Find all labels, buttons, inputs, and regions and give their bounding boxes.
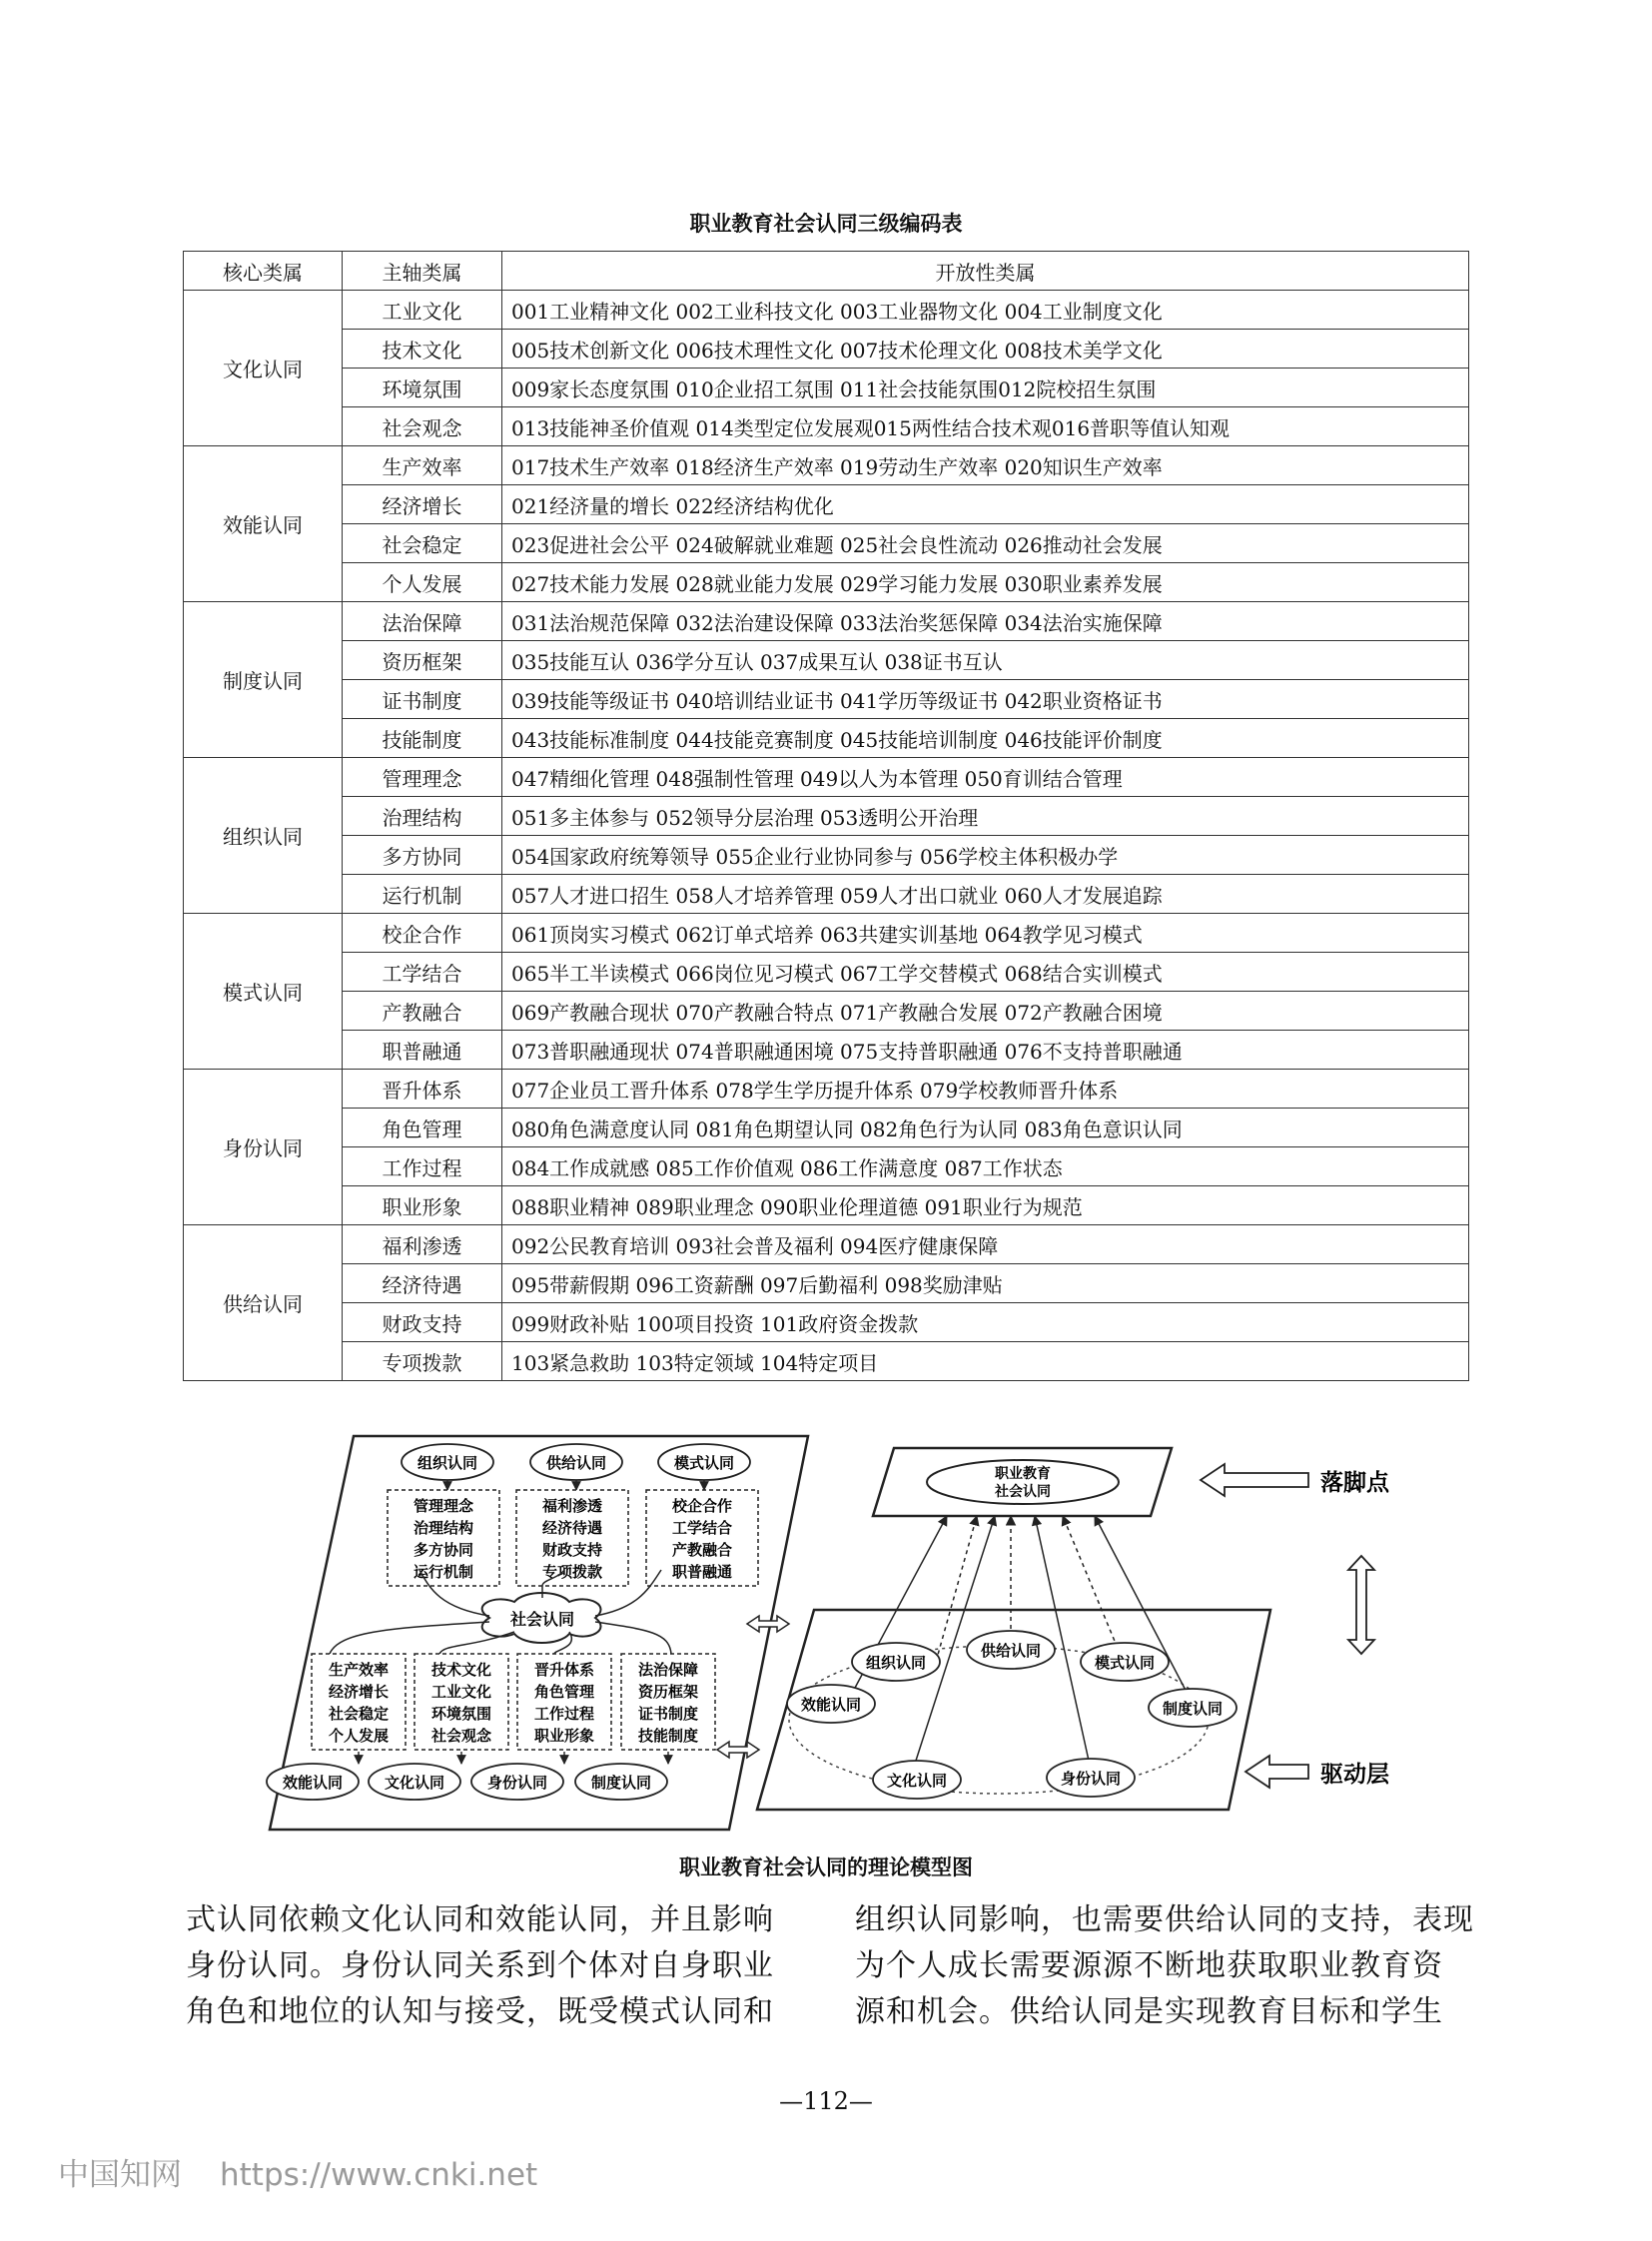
body-line: 式认同依赖文化认同和效能认同，并且影响 xyxy=(186,1902,774,1937)
open-category-cell: 039技能等级证书 040培训结业证书 041学历等级证书 042职业资格证书 xyxy=(502,680,1469,719)
table-row xyxy=(184,719,1469,758)
label-foothold: 落脚点 xyxy=(1320,1470,1389,1496)
axial-category-cell: 个人发展 xyxy=(343,563,502,602)
open-category-cell: 065半工半读模式 066岗位见习模式 067工学交替模式 068结合实训模式 xyxy=(502,953,1469,992)
top-dashed-box-item: 工学结合 xyxy=(671,1519,733,1537)
open-category-cell: 084工作成就感 085工作价值观 086工作满意度 087工作状态 xyxy=(502,1147,1469,1186)
core-category-cell: 文化认同 xyxy=(184,291,343,446)
bottom-dashed-box-item: 生产效率 xyxy=(328,1661,390,1679)
core-category-cell: 组织认同 xyxy=(184,758,343,914)
top-oval-label: 组织认同 xyxy=(416,1454,478,1472)
axial-category-cell: 专项拨款 xyxy=(343,1342,502,1381)
axial-category-cell: 证书制度 xyxy=(343,680,502,719)
axial-category-cell: 社会观念 xyxy=(343,407,502,446)
body-line: 角色和地位的认知与接受，既受模式认同和 xyxy=(186,1994,774,2029)
table-row xyxy=(184,1225,1469,1264)
open-category-cell: 069产教融合现状 070产教融合特点 071产教融合发展 072产教融合困境 xyxy=(502,992,1469,1031)
open-category-cell: 080角色满意度认同 081角色期望认同 082角色行为认同 083角色意识认同 xyxy=(502,1109,1469,1147)
bottom-dashed-box-item: 技能制度 xyxy=(637,1727,699,1745)
ring-node-organization: 组织认同 xyxy=(865,1654,927,1672)
table-row xyxy=(184,641,1469,680)
top-oval-label: 供给认同 xyxy=(545,1454,607,1472)
table-row xyxy=(184,992,1469,1031)
axial-category-cell: 经济增长 xyxy=(343,485,502,524)
table-row xyxy=(184,1070,1469,1109)
axial-category-cell: 工作过程 xyxy=(343,1147,502,1186)
bottom-dashed-box-item: 角色管理 xyxy=(533,1683,595,1701)
open-category-cell: 013技能神圣价值观 014类型定位发展观015两性结合技术观016普职等值认知观 xyxy=(502,407,1469,446)
top-oval-label: 模式认同 xyxy=(673,1454,735,1472)
bottom-dashed-box-item: 社会观念 xyxy=(430,1727,492,1745)
table-row xyxy=(184,758,1469,797)
axial-category-cell: 资历框架 xyxy=(343,641,502,680)
bottom-dashed-box-item: 工业文化 xyxy=(430,1683,492,1701)
axial-category-cell: 经济待遇 xyxy=(343,1264,502,1303)
cnki-watermark xyxy=(58,2149,537,2194)
table-row xyxy=(184,1109,1469,1147)
open-category-cell: 031法治规范保障 032法治建设保障 033法治奖惩保障 034法治实施保障 xyxy=(502,602,1469,641)
core-category-cell: 身份认同 xyxy=(184,1070,343,1225)
ring-nodes xyxy=(787,1631,1237,1799)
open-category-cell: 054国家政府统筹领导 055企业行业协同参与 056学校主体积极办学 xyxy=(502,836,1469,875)
open-category-cell: 035技能互认 036学分互认 037成果互认 038证书互认 xyxy=(502,641,1469,680)
bottom-dashed-box-item: 经济增长 xyxy=(328,1683,390,1701)
bottom-oval-label: 文化认同 xyxy=(384,1774,445,1792)
ring-node-culture: 文化认同 xyxy=(886,1772,948,1790)
open-category-cell: 017技术生产效率 018经济生产效率 019劳动生产效率 020知识生产效率 xyxy=(502,446,1469,485)
top-dashed-box-item: 管理理念 xyxy=(413,1497,474,1515)
open-category-cell: 051多主体参与 052领导分层治理 053透明公开治理 xyxy=(502,797,1469,836)
bottom-dashed-box-item: 职业形象 xyxy=(533,1727,595,1745)
table-row xyxy=(184,330,1469,369)
watermark-url: https://www.cnki.net xyxy=(220,2157,538,2193)
top-dashed-box-item: 治理结构 xyxy=(413,1519,474,1537)
open-category-cell: 077企业员工晋升体系 078学生学历提升体系 079学校教师晋升体系 xyxy=(502,1070,1469,1109)
watermark-name: 中国知网 xyxy=(58,2157,182,2193)
axial-category-cell: 财政支持 xyxy=(343,1303,502,1342)
body-line: 源和机会。供给认同是实现教育目标和学生 xyxy=(855,1994,1443,2029)
bottom-dashed-box-item: 法治保障 xyxy=(637,1661,699,1679)
open-category-cell: 073普职融通现状 074普职融通困境 075支持普职融通 076不支持普职融通 xyxy=(502,1031,1469,1070)
left-top-boxes xyxy=(388,1480,758,1586)
open-category-cell: 005技术创新文化 006技术理性文化 007技术伦理文化 008技术美学文化 xyxy=(502,330,1469,369)
top-dashed-box-item: 多方协同 xyxy=(413,1541,474,1559)
open-category-cell: 027技术能力发展 028就业能力发展 029学习能力发展 030职业素养发展 xyxy=(502,563,1469,602)
bottom-dashed-box-item: 证书制度 xyxy=(637,1705,699,1723)
axial-category-cell: 技术文化 xyxy=(343,330,502,369)
axial-category-cell: 职业形象 xyxy=(343,1186,502,1225)
axial-category-cell: 工学结合 xyxy=(343,953,502,992)
table-title: 职业教育社会认同三级编码表 xyxy=(689,212,963,236)
table-row xyxy=(184,485,1469,524)
top-dashed-box-item: 经济待遇 xyxy=(541,1519,603,1537)
bottom-dashed-box-item: 环境氛围 xyxy=(430,1705,492,1723)
open-category-cell: 001工业精神文化 002工业科技文化 003工业器物文化 004工业制度文化 xyxy=(502,291,1469,330)
open-category-cell: 092公民教育培训 093社会普及福利 094医疗健康保障 xyxy=(502,1225,1469,1264)
table-row xyxy=(184,680,1469,719)
body-line: 为个人成长需要源源不断地获取职业教育资 xyxy=(855,1948,1443,1983)
table-row xyxy=(184,407,1469,446)
left-bottom-boxes xyxy=(312,1654,715,1764)
open-category-cell: 047精细化管理 048强制性管理 049以人为本管理 050育训结合管理 xyxy=(502,758,1469,797)
table-row xyxy=(184,914,1469,953)
table-row xyxy=(184,563,1469,602)
body-line: 身份认同。身份认同关系到个体对自身职业 xyxy=(186,1948,774,1983)
bottom-oval-label: 制度认同 xyxy=(590,1774,652,1792)
table-row xyxy=(184,836,1469,875)
header-open-category: 开放性类属 xyxy=(502,252,1469,291)
axial-category-cell: 管理理念 xyxy=(343,758,502,797)
table-row xyxy=(184,1342,1469,1381)
open-category-cell: 103紧急救助 103特定领域 104特定项目 xyxy=(502,1342,1469,1381)
table-row xyxy=(184,1303,1469,1342)
axial-category-cell: 法治保障 xyxy=(343,602,502,641)
header-axial-category: 主轴类属 xyxy=(343,252,502,291)
ring-node-mode: 模式认同 xyxy=(1094,1654,1156,1672)
top-dashed-box-item: 福利渗透 xyxy=(541,1497,603,1515)
ring-node-identity: 身份认同 xyxy=(1060,1770,1122,1788)
body-line: 组织认同影响，也需要供给认同的支持，表现 xyxy=(855,1902,1474,1937)
core-category-cell: 制度认同 xyxy=(184,602,343,758)
center-node-label: 社会认同 xyxy=(509,1610,575,1629)
figure-caption: 职业教育社会认同的理论模型图 xyxy=(679,1856,973,1879)
page-number: —112— xyxy=(779,2087,873,2115)
open-category-cell: 057人才进口招生 058人才培养管理 059人才出口就业 060人才发展追踪 xyxy=(502,875,1469,914)
open-category-cell: 043技能标准制度 044技能竞赛制度 045技能培训制度 046技能评价制度 xyxy=(502,719,1469,758)
body-text-right-column xyxy=(855,1897,1474,2035)
axial-category-cell: 晋升体系 xyxy=(343,1070,502,1109)
axial-category-cell: 社会稳定 xyxy=(343,524,502,563)
vocational-node-line-2: 社会认同 xyxy=(995,1484,1051,1500)
axial-category-cell: 环境氛围 xyxy=(343,369,502,407)
left-arrow-icon xyxy=(1245,1756,1308,1788)
ring-node-system: 制度认同 xyxy=(1162,1700,1224,1718)
top-dashed-box-item: 专项拨款 xyxy=(541,1563,603,1581)
vocational-node-line-1: 职业教育 xyxy=(995,1466,1051,1482)
open-category-cell: 009家长态度氛围 010企业招工氛围 011社会技能氛围012院校招生氛围 xyxy=(502,369,1469,407)
table-header-row xyxy=(184,252,1469,291)
core-category-cell: 模式认同 xyxy=(184,914,343,1070)
axial-category-cell: 福利渗透 xyxy=(343,1225,502,1264)
table-body xyxy=(184,291,1469,1381)
top-dashed-box-item: 财政支持 xyxy=(541,1541,603,1559)
axial-category-cell: 多方协同 xyxy=(343,836,502,875)
table-row xyxy=(184,953,1469,992)
ring-node-efficacy: 效能认同 xyxy=(800,1696,862,1714)
label-driving-layer: 驱动层 xyxy=(1320,1762,1389,1788)
double-arrow-icon xyxy=(717,1742,759,1758)
bottom-oval-label: 效能认同 xyxy=(282,1774,344,1792)
open-category-cell: 088职业精神 089职业理念 090职业伦理道德 091职业行为规范 xyxy=(502,1186,1469,1225)
left-bottom-ovals xyxy=(267,1764,667,1800)
open-category-cell: 099财政补贴 100项目投资 101政府资金拨款 xyxy=(502,1303,1469,1342)
bottom-dashed-box-item: 晋升体系 xyxy=(533,1661,595,1679)
table-row xyxy=(184,446,1469,485)
top-dashed-box-item: 职普融通 xyxy=(671,1563,733,1581)
core-category-cell: 供给认同 xyxy=(184,1225,343,1381)
bottom-dashed-box-item: 资历框架 xyxy=(637,1683,699,1701)
table-row xyxy=(184,602,1469,641)
open-category-cell: 061顶岗实习模式 062订单式培养 063共建实训基地 064教学见习模式 xyxy=(502,914,1469,953)
axial-category-cell: 工业文化 xyxy=(343,291,502,330)
left-top-ovals xyxy=(402,1444,750,1480)
vertical-double-arrow-icon xyxy=(1348,1556,1374,1654)
ring-node-supply: 供给认同 xyxy=(980,1642,1042,1660)
table-row xyxy=(184,1031,1469,1070)
top-dashed-box-item: 校企合作 xyxy=(671,1497,733,1515)
top-dashed-box-item: 运行机制 xyxy=(413,1563,474,1581)
center-node xyxy=(482,1593,601,1643)
core-category-cell: 效能认同 xyxy=(184,446,343,602)
axial-category-cell: 产教融合 xyxy=(343,992,502,1031)
axial-category-cell: 职普融通 xyxy=(343,1031,502,1070)
open-category-cell: 023促进社会公平 024破解就业难题 025社会良性流动 026推动社会发展 xyxy=(502,524,1469,563)
axial-category-cell: 生产效率 xyxy=(343,446,502,485)
open-category-cell: 095带薪假期 096工资薪酬 097后勤福利 098奖励津贴 xyxy=(502,1264,1469,1303)
axial-category-cell: 角色管理 xyxy=(343,1109,502,1147)
left-arrow-icon xyxy=(1201,1464,1308,1496)
theoretical-model-diagram xyxy=(0,1418,1652,1848)
table-row xyxy=(184,369,1469,407)
table-row xyxy=(184,1147,1469,1186)
header-core-category: 核心类属 xyxy=(184,252,343,291)
body-text-left-column xyxy=(186,1897,774,2035)
table-row xyxy=(184,1264,1469,1303)
table-row xyxy=(184,797,1469,836)
top-dashed-box-item: 产教融合 xyxy=(671,1541,733,1559)
coding-table xyxy=(183,251,1469,1381)
bottom-dashed-box-item: 个人发展 xyxy=(328,1727,390,1745)
bottom-dashed-box-item: 工作过程 xyxy=(533,1705,595,1723)
table-row xyxy=(184,524,1469,563)
table-row xyxy=(184,875,1469,914)
axial-category-cell: 治理结构 xyxy=(343,797,502,836)
table-row xyxy=(184,1186,1469,1225)
axial-category-cell: 技能制度 xyxy=(343,719,502,758)
axial-category-cell: 运行机制 xyxy=(343,875,502,914)
axial-category-cell: 校企合作 xyxy=(343,914,502,953)
bottom-oval-label: 身份认同 xyxy=(486,1774,548,1792)
table-row xyxy=(184,291,1469,330)
bottom-dashed-box-item: 技术文化 xyxy=(430,1661,492,1679)
bottom-dashed-box-item: 社会稳定 xyxy=(328,1705,390,1723)
open-category-cell: 021经济量的增长 022经济结构优化 xyxy=(502,485,1469,524)
